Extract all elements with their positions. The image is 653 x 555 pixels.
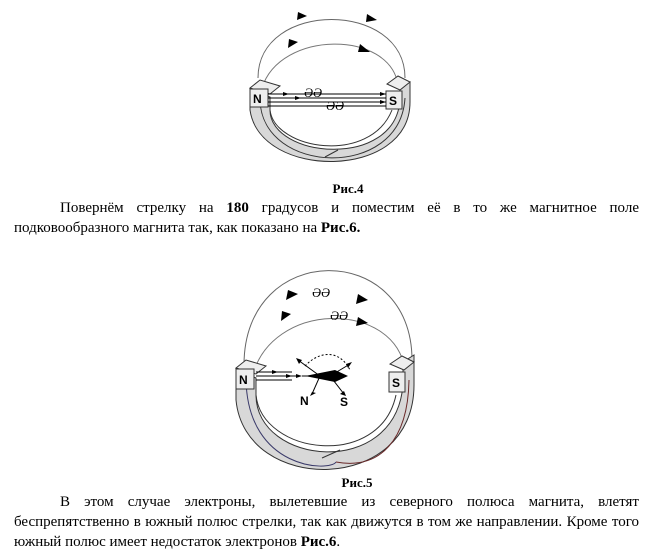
north-pole-label: N (239, 373, 248, 387)
south-pole-label: S (392, 376, 401, 390)
paragraph-2-text-end: . (336, 534, 341, 550)
arrowhead-1 (286, 290, 298, 300)
paragraph-2 (14, 492, 639, 552)
paragraph-1-text-a: Повернём стрелку на (60, 200, 227, 216)
needle-north-label: N (300, 394, 309, 408)
field-arc-inner (252, 318, 405, 378)
electron-flow-lines (256, 372, 300, 380)
south-pole-label: S (389, 94, 398, 108)
arrowhead-4 (356, 317, 368, 326)
figure-4-caption: Рис.4 (332, 181, 364, 196)
field-label-2: ƏƏ (330, 308, 349, 323)
field-label-1: ƏƏ (312, 285, 331, 300)
flow-arrowheads (272, 370, 302, 378)
field-label-2: ƏƏ (326, 98, 345, 113)
compass-needle (296, 354, 352, 396)
paragraph-1-text-b: градусов и поместим её в то же магнитное поле подковообразного магнита так, как показано на (14, 200, 640, 236)
arrowhead-2 (356, 294, 368, 304)
paragraph-1-ref: Рис.6. (320, 220, 361, 236)
figure-5-caption: Рис.5 (341, 475, 373, 490)
field-label-1: ƏƏ (304, 85, 323, 100)
paragraph-2-text-a: В этом случае электроны, вылетевшие из северного полюса магнита, влетят беспрепятственно в южный полюс стрелки, так как движутся в том же направлении. Кроме того южный полюс имеет недостаток электронов (14, 494, 639, 550)
arrowhead-3 (281, 311, 291, 321)
north-pole-label: N (253, 92, 262, 106)
paragraph-2-ref: Рис.6 (300, 534, 337, 550)
needle-south-label: S (340, 395, 349, 409)
paragraph-1-number: 180 (226, 200, 249, 216)
